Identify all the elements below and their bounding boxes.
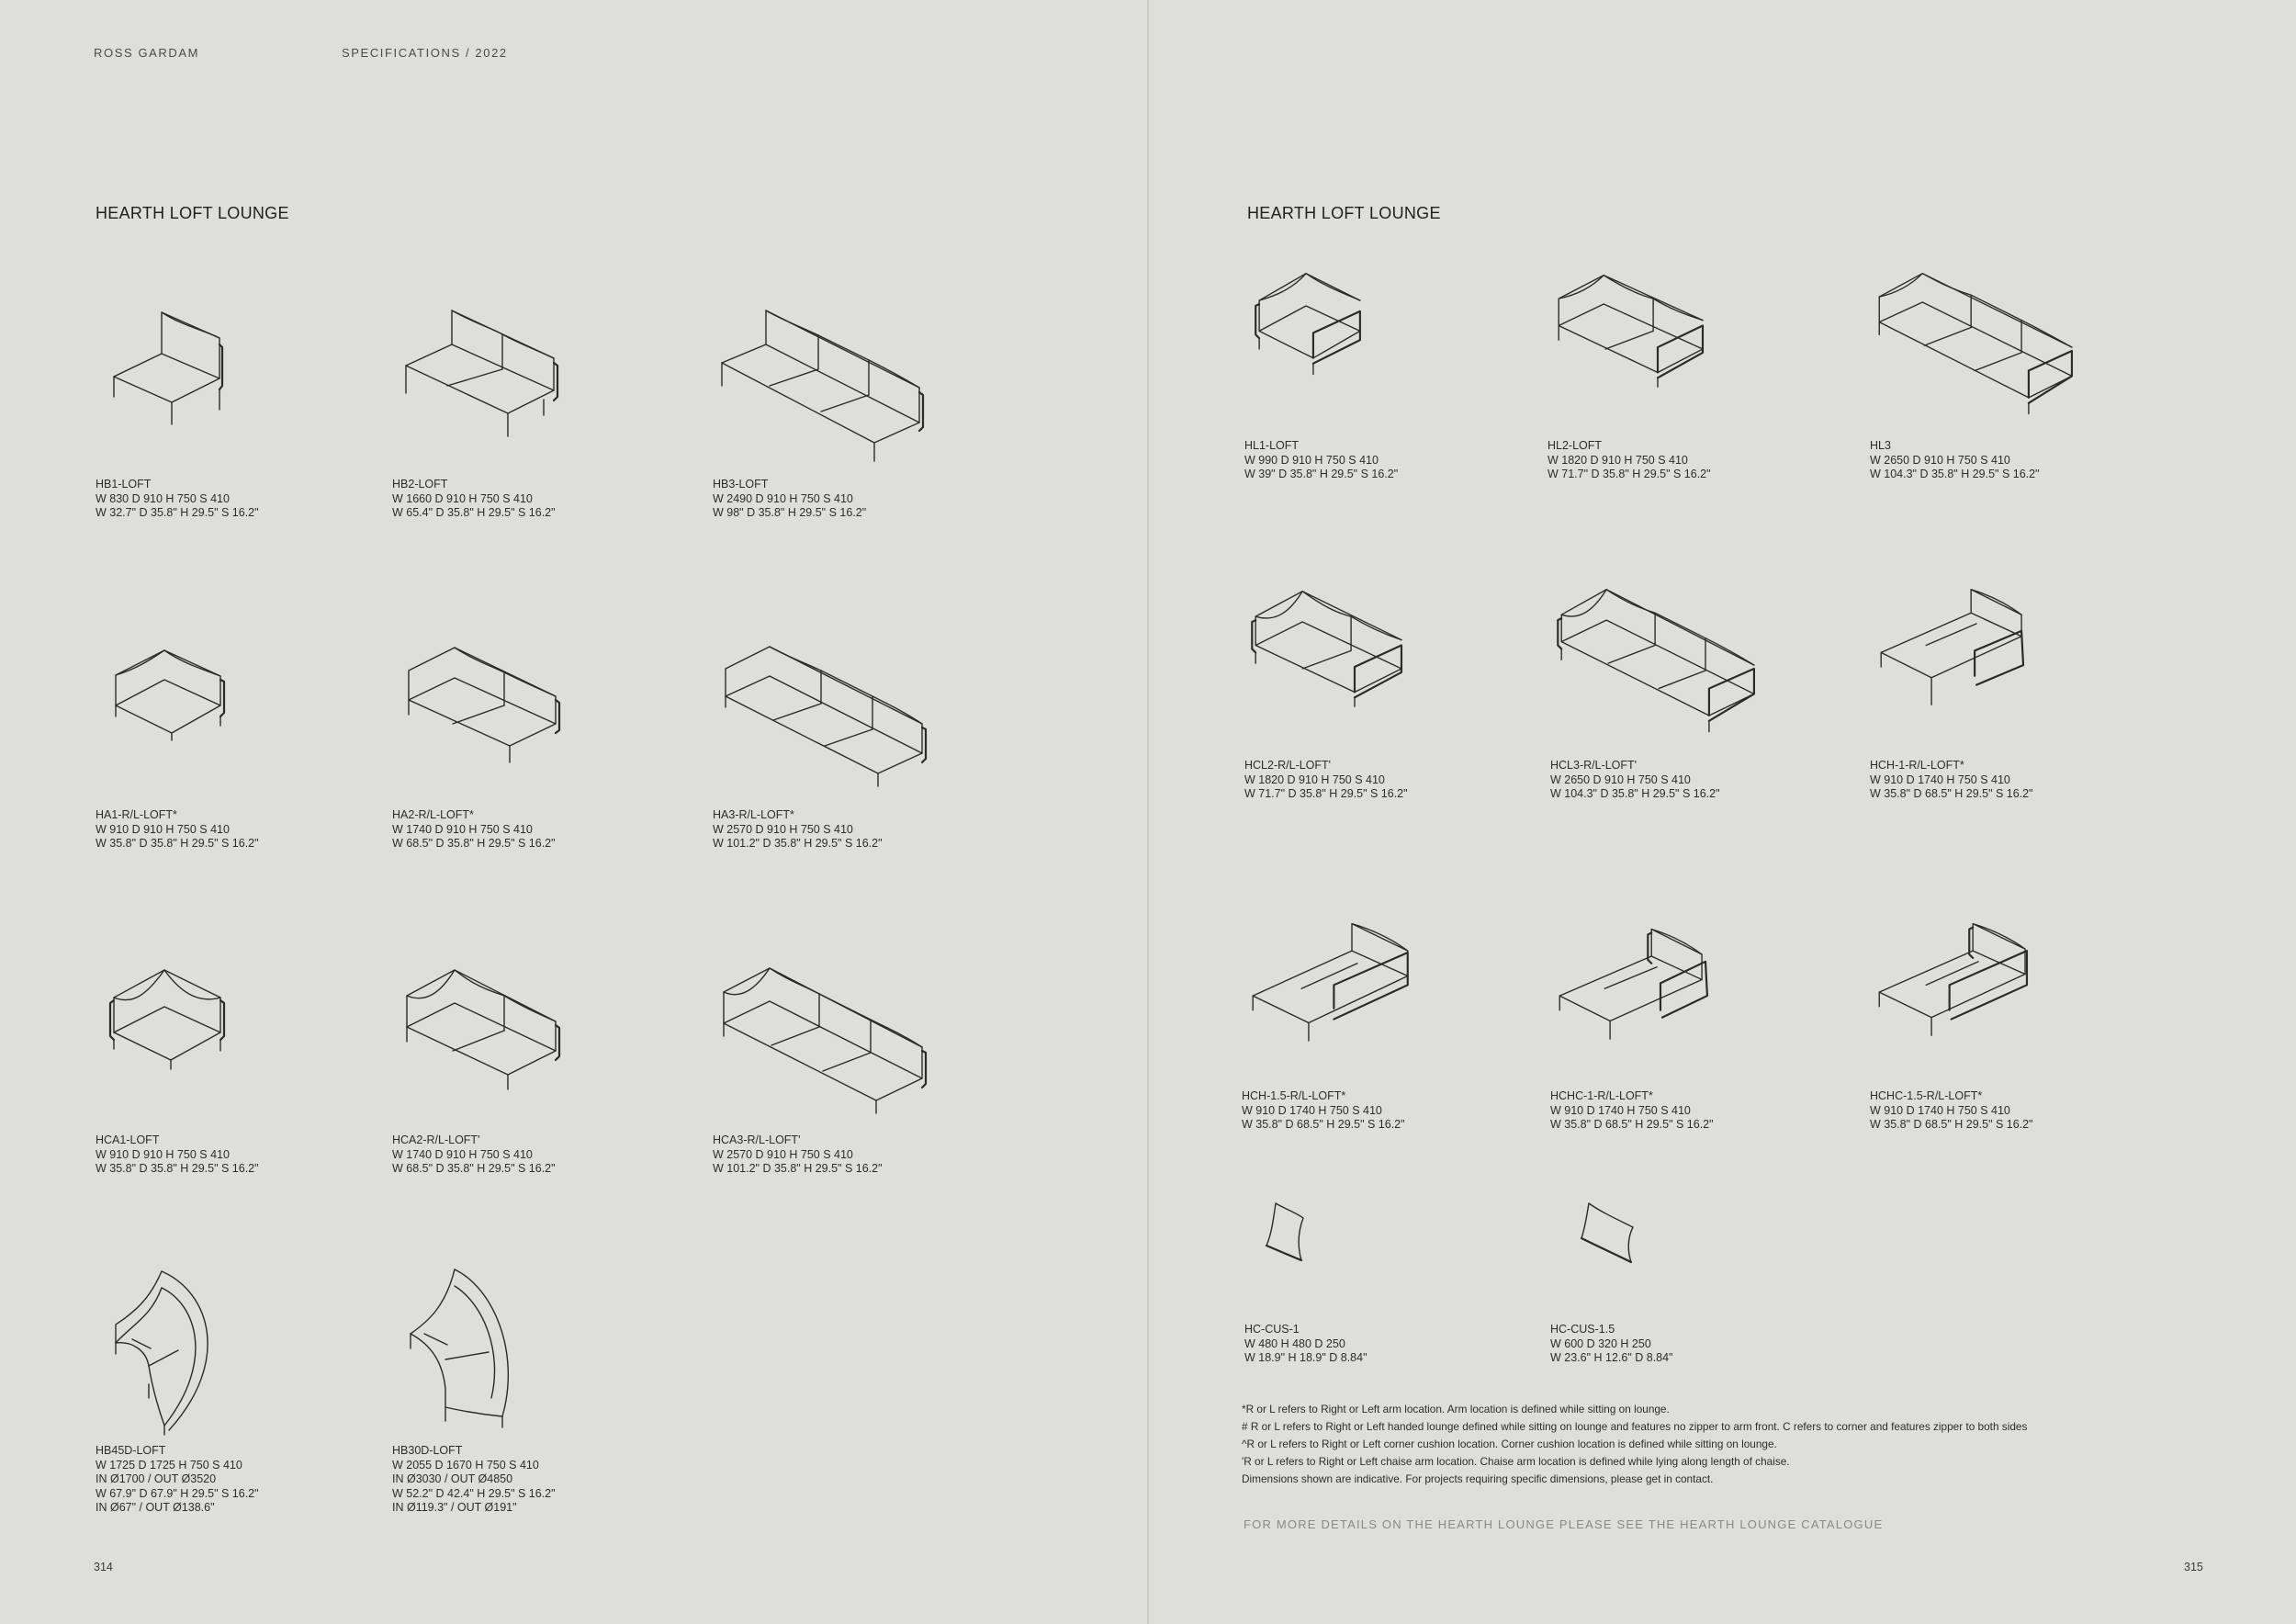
product-code: HB1-LOFT	[96, 478, 152, 491]
product-code: HCA1-LOFT	[96, 1133, 160, 1146]
footnote-handed: # R or L refers to Right or Left handed lounge defined while sitting on lounge and features no zipper to arm front. C refers to corner and features zipper to both sides	[1242, 1420, 2028, 1433]
product-ha3	[713, 625, 988, 851]
imperial-dims: W 35.8" D 68.5" H 29.5" S 16.2"	[1870, 1118, 2033, 1131]
product-hca2	[392, 950, 668, 1177]
product-code: HCA2-R/L-LOFT'	[392, 1133, 480, 1146]
product-code: HCH-1-R/L-LOFT*	[1870, 759, 1964, 772]
sofa-2-seat-arm-icon	[392, 625, 613, 808]
imperial-dims: W 32.7" D 35.8" H 29.5" S 16.2"	[96, 506, 259, 519]
imperial-dims: W 18.9" H 18.9" D 8.84"	[1244, 1351, 1367, 1364]
corner-3-seat-icon	[713, 950, 933, 1133]
footnote-arm: *R or L refers to Right or Left arm location. Arm location is defined while sitting on lounge.	[1242, 1403, 1670, 1415]
footnotes	[1242, 1401, 2027, 1488]
product-code: HCL3-R/L-LOFT'	[1550, 759, 1638, 772]
curved-45-sofa-icon	[96, 1260, 316, 1444]
imperial-dims: W 65.4" D 35.8" H 29.5" S 16.2"	[392, 506, 556, 519]
metric-dims: W 990 D 910 H 750 S 410	[1244, 453, 1379, 467]
product-ha1	[96, 625, 371, 851]
product-code: HB45D-LOFT	[96, 1444, 166, 1457]
product-code: HL3	[1870, 439, 1891, 452]
metric-diameter: IN Ø1700 / OUT Ø3520	[96, 1472, 217, 1485]
product-hb30d	[392, 1260, 668, 1516]
corner-lounge-3-seat-icon	[1550, 579, 1771, 759]
product-hl2	[1548, 259, 1823, 482]
metric-dims: W 910 D 1740 H 750 S 410	[1870, 1103, 2010, 1117]
metric-dims: W 1740 D 910 H 750 S 410	[392, 1147, 533, 1161]
metric-dims: W 910 D 1740 H 750 S 410	[1242, 1103, 1382, 1117]
product-code: HA3-R/L-LOFT*	[713, 808, 794, 821]
metric-dims: W 1660 D 910 H 750 S 410	[392, 491, 533, 505]
imperial-dims: W 68.5" D 35.8" H 29.5" S 16.2"	[392, 1162, 556, 1175]
imperial-dims: W 67.9" D 67.9" H 29.5" S 16.2"	[96, 1486, 259, 1500]
imperial-dims: W 101.2" D 35.8" H 29.5" S 16.2"	[713, 1162, 883, 1175]
imperial-dims: W 101.2" D 35.8" H 29.5" S 16.2"	[713, 837, 883, 850]
product-hch1	[1870, 579, 2145, 802]
product-hb2	[392, 294, 668, 521]
page-title: HEARTH LOFT LOUNGE	[1247, 204, 1441, 222]
product-code: HA1-R/L-LOFT*	[96, 808, 177, 821]
product-code: HCH-1.5-R/L-LOFT*	[1242, 1089, 1346, 1102]
imperial-dims: W 104.3" D 35.8" H 29.5" S 16.2"	[1550, 787, 1720, 800]
product-code: HC-CUS-1.5	[1550, 1323, 1615, 1336]
product-hcl2	[1244, 579, 1520, 802]
product-code: HB2-LOFT	[392, 478, 448, 491]
product-hcl3	[1550, 579, 1826, 802]
product-hl1	[1244, 259, 1520, 482]
imperial-dims: W 35.8" D 68.5" H 29.5" S 16.2"	[1870, 787, 2033, 800]
corner-2-seat-icon	[392, 950, 613, 1133]
imperial-dims: W 104.3" D 35.8" H 29.5" S 16.2"	[1870, 468, 2040, 480]
metric-dims: W 2570 D 910 H 750 S 410	[713, 1147, 853, 1161]
product-code: HA2-R/L-LOFT*	[392, 808, 474, 821]
imperial-dims: W 35.8" D 35.8" H 29.5" S 16.2"	[96, 1162, 259, 1175]
metric-dims: W 2570 D 910 H 750 S 410	[713, 822, 853, 836]
product-hchc15	[1870, 909, 2145, 1133]
metric-dims: W 1740 D 910 H 750 S 410	[392, 822, 533, 836]
section-label: SPECIFICATIONS / 2022	[342, 46, 508, 60]
metric-dims: W 2650 D 910 H 750 S 410	[1550, 773, 1691, 786]
product-hb3	[713, 294, 988, 521]
product-ha2	[392, 625, 668, 851]
imperial-dims: W 35.8" D 68.5" H 29.5" S 16.2"	[1550, 1118, 1714, 1131]
sofa-1-seat-arm-icon	[96, 625, 316, 808]
metric-dims: W 830 D 910 H 750 S 410	[96, 491, 230, 505]
lounge-3-seat-icon	[1870, 259, 2090, 439]
metric-dims: W 910 D 1740 H 750 S 410	[1870, 773, 2010, 786]
product-code: HCHC-1-R/L-LOFT*	[1550, 1089, 1653, 1102]
imperial-dims: W 23.6" H 12.6" D 8.84"	[1550, 1351, 1673, 1364]
metric-dims: W 910 D 910 H 750 S 410	[96, 1147, 230, 1161]
page-title: HEARTH LOFT LOUNGE	[96, 204, 289, 222]
metric-diameter: IN Ø3030 / OUT Ø4850	[392, 1472, 513, 1485]
footnote-dimensions: Dimensions shown are indicative. For projects requiring specific dimensions, please get in contact.	[1242, 1472, 1714, 1485]
imperial-dims: W 39" D 35.8" H 29.5" S 16.2"	[1244, 468, 1399, 480]
brand-name: ROSS GARDAM	[94, 46, 200, 60]
product-code: HCA3-R/L-LOFT'	[713, 1133, 801, 1146]
metric-dims: W 480 H 480 D 250	[1244, 1336, 1345, 1350]
imperial-diameter: IN Ø67" / OUT Ø138.6"	[96, 1501, 215, 1514]
product-hch15	[1242, 909, 1517, 1133]
product-code: HB30D-LOFT	[392, 1444, 463, 1457]
imperial-dims: W 35.8" D 35.8" H 29.5" S 16.2"	[96, 837, 259, 850]
left-page	[0, 0, 1147, 1624]
imperial-dims: W 71.7" D 35.8" H 29.5" S 16.2"	[1244, 787, 1408, 800]
right-page	[1149, 0, 2296, 1624]
cushion-long-icon	[1550, 1185, 1771, 1323]
chaise-1-icon	[1870, 579, 2090, 759]
page-number-left: 314	[94, 1561, 113, 1573]
imperial-diameter: IN Ø119.3" / OUT Ø191"	[392, 1501, 517, 1514]
metric-dims: W 2490 D 910 H 750 S 410	[713, 491, 853, 505]
metric-dims: W 910 D 910 H 750 S 410	[96, 822, 230, 836]
product-code: HB3-LOFT	[713, 478, 769, 491]
product-code: HL2-LOFT	[1548, 439, 1603, 452]
product-hca1	[96, 950, 371, 1177]
product-code: HCHC-1.5-R/L-LOFT*	[1870, 1089, 1983, 1102]
product-hc-cus-15	[1550, 1185, 1826, 1366]
imperial-dims: W 98" D 35.8" H 29.5" S 16.2"	[713, 506, 867, 519]
product-hca3	[713, 950, 988, 1177]
metric-dims: W 910 D 1740 H 750 S 410	[1550, 1103, 1691, 1117]
lounge-2-seat-icon	[1548, 259, 1768, 439]
sofa-3-seat-icon	[713, 294, 933, 478]
product-hchc1	[1550, 909, 1826, 1133]
metric-dims: W 1725 D 1725 H 750 S 410	[96, 1458, 242, 1472]
metric-dims: W 1820 D 910 H 750 S 410	[1548, 453, 1688, 467]
metric-dims: W 2650 D 910 H 750 S 410	[1870, 453, 2010, 467]
sofa-1-seat-icon	[96, 294, 316, 478]
lounge-1-seat-icon	[1244, 259, 1465, 439]
imperial-dims: W 71.7" D 35.8" H 29.5" S 16.2"	[1548, 468, 1711, 480]
sofa-3-seat-arm-icon	[713, 625, 933, 808]
product-hc-cus-1	[1244, 1185, 1520, 1366]
metric-dims: W 600 D 320 H 250	[1550, 1336, 1651, 1350]
product-code: HC-CUS-1	[1244, 1323, 1300, 1336]
chaise-1-5-icon	[1242, 909, 1462, 1089]
product-hb1	[96, 294, 371, 521]
imperial-dims: W 35.8" D 68.5" H 29.5" S 16.2"	[1242, 1118, 1405, 1131]
corner-lounge-2-seat-icon	[1244, 579, 1465, 759]
product-hl3	[1870, 259, 2145, 482]
curved-30-sofa-icon	[392, 1260, 613, 1444]
corner-chaise-1-icon	[1550, 909, 1771, 1089]
imperial-dims: W 68.5" D 35.8" H 29.5" S 16.2"	[392, 837, 556, 850]
product-code: HCL2-R/L-LOFT'	[1244, 759, 1332, 772]
more-details-note: FOR MORE DETAILS ON THE HEARTH LOUNGE PLEASE SEE THE HEARTH LOUNGE CATALOGUE	[1244, 1517, 1884, 1531]
imperial-dims: W 52.2" D 42.4" H 29.5" S 16.2"	[392, 1486, 556, 1500]
metric-dims: W 2055 D 1670 H 750 S 410	[392, 1458, 539, 1472]
corner-chaise-1-5-icon	[1870, 909, 2090, 1089]
footnote-chaise: 'R or L refers to Right or Left chaise arm location. Chaise arm location is defined while lying along length of chaise.	[1242, 1455, 1790, 1468]
page-number-right: 315	[2184, 1561, 2203, 1573]
product-hb45d	[96, 1260, 371, 1516]
product-code: HL1-LOFT	[1244, 439, 1300, 452]
footnote-corner-cushion: ^R or L refers to Right or Left corner cushion location. Corner cushion location is defined while sitting on lounge.	[1242, 1438, 1777, 1450]
sofa-2-seat-icon	[392, 294, 613, 478]
corner-1-seat-icon	[96, 950, 316, 1133]
metric-dims: W 1820 D 910 H 750 S 410	[1244, 773, 1385, 786]
cushion-icon	[1244, 1185, 1465, 1323]
